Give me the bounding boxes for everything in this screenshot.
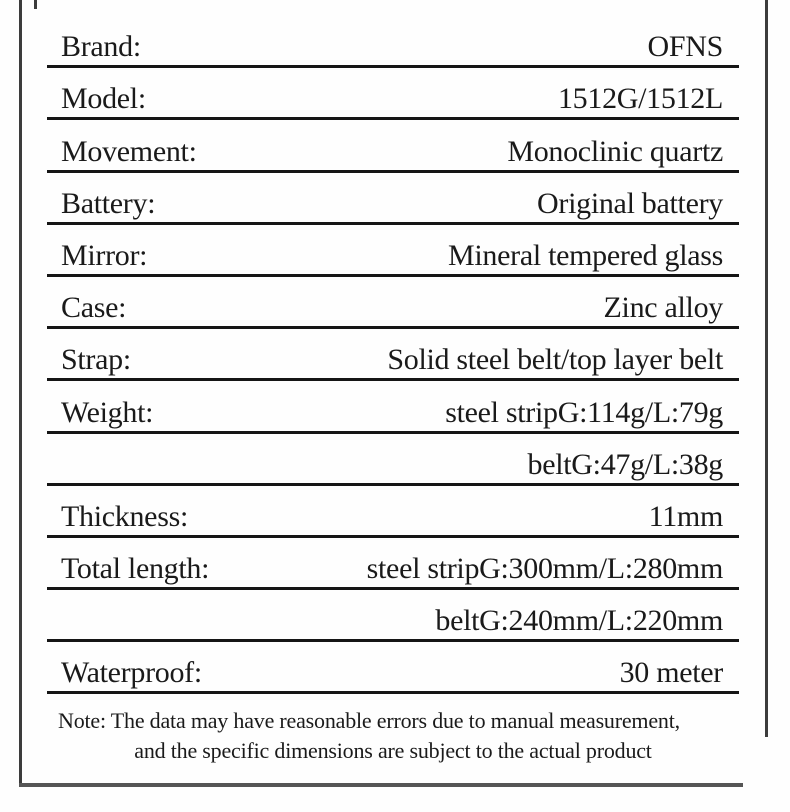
spec-value: Solid steel belt/top layer belt: [387, 343, 723, 377]
spec-label: Total length:: [61, 552, 210, 586]
frame-right-border: [765, 0, 768, 737]
spec-row: [47, 642, 739, 694]
spec-row: [47, 68, 739, 120]
top-edge-mark: [34, 0, 37, 9]
spec-row: [47, 590, 739, 642]
spec-label: Mirror:: [61, 238, 148, 272]
spec-row: [47, 120, 739, 172]
spec-row: [47, 329, 739, 381]
spec-value: 11mm: [648, 499, 723, 533]
spec-value: beltG:240mm/L:220mm: [435, 604, 723, 638]
spec-table: [47, 16, 739, 694]
spec-value: Original battery: [537, 186, 723, 220]
spec-value: steel stripG:300mm/L:280mm: [366, 552, 723, 586]
note-line-1: Note: The data may have reasonable errors due to manual measurement,: [58, 708, 680, 733]
spec-label: Brand:: [61, 30, 141, 64]
spec-value: Monoclinic quartz: [507, 134, 723, 168]
spec-value: 1512G/1512L: [557, 82, 723, 116]
note: [47, 708, 739, 764]
spec-label: Model:: [61, 82, 146, 116]
spec-label: Strap:: [61, 343, 131, 377]
spec-row: [47, 381, 739, 433]
spec-label: Thickness:: [61, 499, 188, 533]
spec-row: [47, 538, 739, 590]
spec-row: [47, 486, 739, 538]
spec-value: Mineral tempered glass: [448, 238, 723, 272]
spec-row: [47, 173, 739, 225]
spec-row: [47, 16, 739, 68]
spec-label: Weight:: [61, 395, 154, 429]
spec-value: steel stripG:114g/L:79g: [445, 395, 723, 429]
spec-value: 30 meter: [619, 656, 723, 690]
spec-label: Battery:: [61, 186, 156, 220]
spec-value: OFNS: [647, 30, 723, 64]
spec-row: [47, 434, 739, 486]
note-line-2: and the specific dimensions are subject to the actual product: [134, 737, 652, 763]
spec-value: Zinc alloy: [603, 291, 723, 325]
spec-label: Movement:: [61, 134, 197, 168]
spec-label: Waterproof:: [61, 656, 202, 690]
frame-bottom-border: [19, 783, 743, 787]
spec-row: [47, 225, 739, 277]
spec-label: Case:: [61, 291, 127, 325]
frame-left-border: [19, 0, 22, 786]
spec-row: [47, 277, 739, 329]
spec-value: beltG:47g/L:38g: [527, 447, 723, 481]
